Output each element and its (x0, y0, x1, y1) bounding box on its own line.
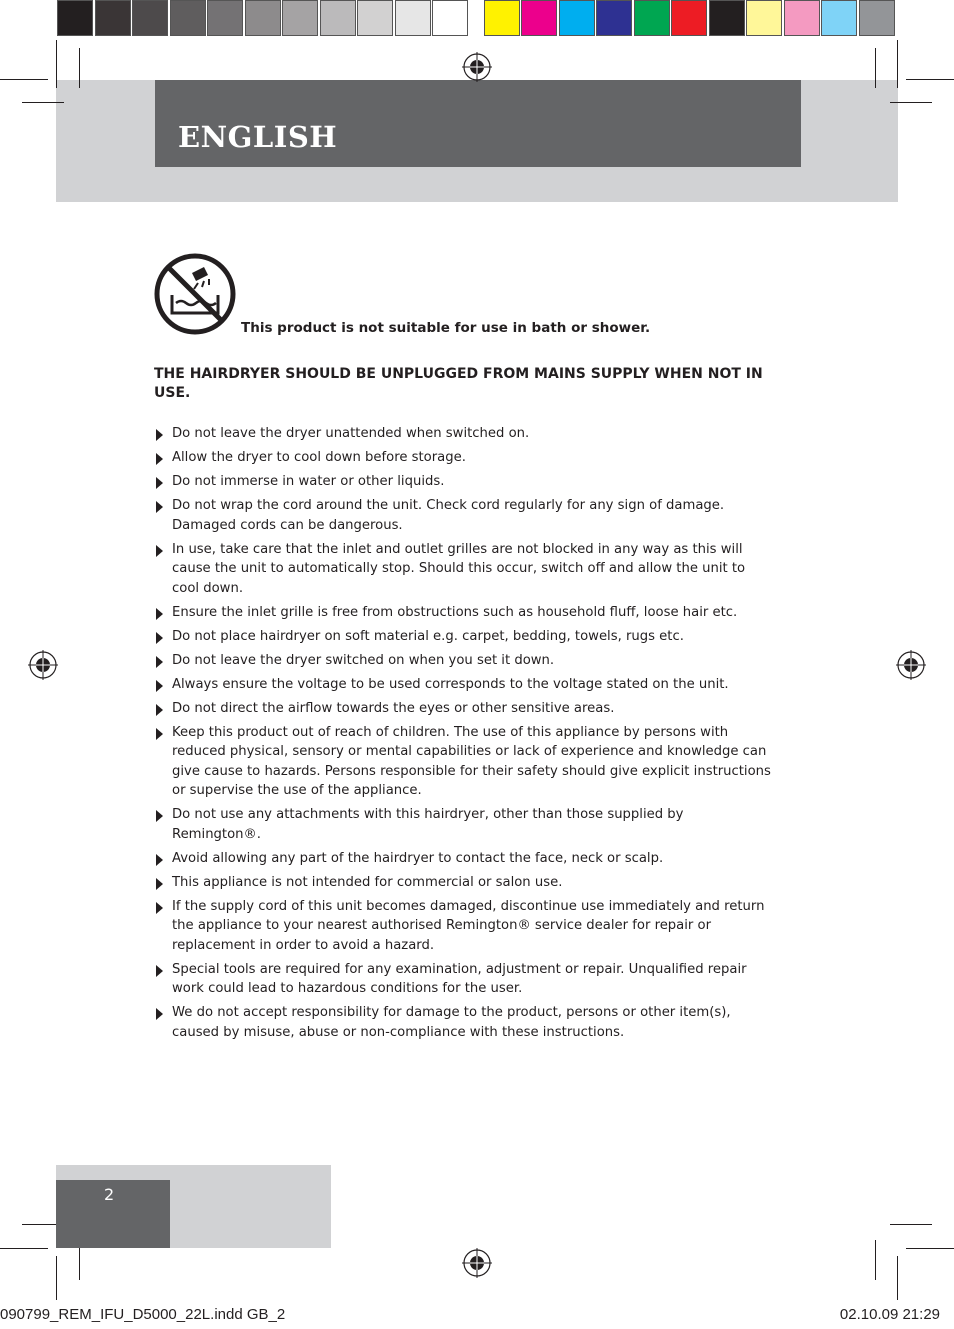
list-item-text: If the supply cord of this unit becomes damaged, discontinue use immediately and return the appliance to your nearest authorised Remington® service dealer for repair or replacement in order to avoid a hazard. (172, 898, 765, 953)
warning-text: This product is not suitable for use in bath or shower. (241, 320, 651, 336)
slug-file-info: 090799_REM_IFU_D5000_22L.indd GB_2 (0, 1306, 286, 1323)
crop-mark (890, 1224, 932, 1225)
list-item (154, 651, 774, 671)
list-item (154, 424, 774, 444)
list-item (154, 448, 774, 468)
list-item (154, 496, 774, 535)
page-number: 2 (104, 1185, 115, 1204)
bullet-arrow-icon (156, 1008, 163, 1020)
color-registration-bar (57, 0, 896, 40)
color-swatch (484, 0, 520, 36)
bullet-arrow-icon (156, 429, 163, 441)
color-swatch (357, 0, 393, 36)
color-swatch (746, 0, 782, 36)
list-item-text: Ensure the inlet grille is free from obstructions such as household fluff, loose hair etc. (172, 604, 738, 620)
color-swatch (521, 0, 557, 36)
slug-timestamp: 02.10.09 21:29 (839, 1306, 940, 1323)
no-bath-shower-icon (154, 253, 236, 335)
crop-mark (79, 48, 80, 88)
list-item (154, 1003, 774, 1042)
list-item-text: Allow the dryer to cool down before storage. (172, 450, 466, 465)
bullet-arrow-icon (156, 965, 163, 977)
color-swatch (821, 0, 857, 36)
color-swatch (320, 0, 356, 36)
crop-mark (875, 48, 876, 88)
crop-mark (56, 40, 57, 88)
list-item (154, 699, 774, 719)
crop-mark (875, 1240, 876, 1280)
bullet-arrow-icon (156, 704, 163, 716)
list-item-text: Do not immerse in water or other liquids. (172, 474, 445, 489)
page-title: ENGLISH (178, 120, 338, 154)
color-swatch (859, 0, 895, 36)
list-item (154, 960, 774, 999)
list-item (154, 627, 774, 647)
bullet-arrow-icon (156, 728, 163, 740)
bullet-arrow-icon (156, 545, 163, 557)
list-item-text: Do not leave the dryer unattended when switched on. (172, 426, 530, 441)
crop-mark (56, 1256, 57, 1300)
color-swatch (596, 0, 632, 36)
list-item-text: Keep this product out of reach of children. The use of this appliance by persons with reduced physical, sensory or mental capabilities or lack of experience and knowledge can give cause to hazards. Persons responsible for their safety should give explicit instructions or supervise the use of the appliance. (172, 724, 771, 798)
list-item (154, 849, 774, 869)
registration-mark-icon (462, 52, 492, 82)
list-item-text: Special tools are required for any examination, adjustment or repair. Unqualified repair work could lead to hazardous conditions for the user. (172, 961, 747, 996)
crop-mark (22, 102, 64, 103)
list-item (154, 540, 774, 599)
list-item-text: Do not leave the dryer switched on when you set it down. (172, 652, 555, 668)
list-item (154, 472, 774, 492)
list-item (154, 897, 774, 956)
list-item-text: Always ensure the voltage to be used corresponds to the voltage stated on the unit. (172, 676, 729, 692)
list-item-text: This appliance is not intended for commercial or salon use. (172, 874, 563, 890)
color-swatch (57, 0, 93, 36)
safety-instructions-list (154, 424, 774, 1047)
color-swatch (132, 0, 168, 36)
bullet-arrow-icon (156, 501, 163, 513)
crop-mark (0, 1248, 48, 1249)
list-item (154, 675, 774, 695)
registration-mark-icon (462, 1248, 492, 1278)
list-item-text: We do not accept responsibility for damage to the product, persons or other item(s), caused by misuse, abuse or non-compliance with these instructions. (172, 1005, 731, 1040)
crop-mark (890, 102, 932, 103)
color-swatch (245, 0, 281, 36)
bullet-arrow-icon (156, 810, 163, 822)
bath-shower-warning (154, 253, 774, 339)
bullet-arrow-icon (156, 453, 163, 465)
list-item (154, 873, 774, 893)
bullet-arrow-icon (156, 854, 163, 866)
color-swatch (95, 0, 131, 36)
list-item-text: Do not place hairdryer on soft material e.g. carpet, bedding, towels, rugs etc. (172, 628, 684, 644)
bullet-arrow-icon (156, 680, 163, 692)
color-swatch (784, 0, 820, 36)
list-item-text: Avoid allowing any part of the hairdryer to contact the face, neck or scalp. (172, 850, 664, 866)
unplug-notice: THE HAIRDRYER SHOULD BE UNPLUGGED FROM MAINS SUPPLY WHEN NOT IN USE. (154, 366, 763, 401)
color-swatch (207, 0, 243, 36)
bullet-arrow-icon (156, 902, 163, 914)
color-swatch (634, 0, 670, 36)
list-item-text: Do not use any attachments with this hairdryer, other than those supplied by Remington®. (172, 807, 684, 842)
list-item (154, 603, 774, 623)
bullet-arrow-icon (156, 656, 163, 668)
swatch-gap (470, 0, 484, 40)
list-item-text: Do not wrap the cord around the unit. Check cord regularly for any sign of damage. Damaged cords can be dangerous. (172, 498, 725, 533)
color-swatch (432, 0, 468, 36)
crop-mark (906, 79, 954, 80)
bullet-arrow-icon (156, 608, 163, 620)
color-swatch (395, 0, 431, 36)
crop-mark (897, 1256, 898, 1300)
bullet-arrow-icon (156, 878, 163, 890)
list-item-text: Do not direct the airflow towards the eyes or other sensitive areas. (172, 700, 615, 716)
crop-mark (906, 1248, 954, 1249)
list-item (154, 805, 774, 844)
color-swatch (671, 0, 707, 36)
bullet-arrow-icon (156, 477, 163, 489)
crop-mark (0, 79, 48, 80)
color-swatch (709, 0, 745, 36)
bullet-arrow-icon (156, 632, 163, 644)
registration-mark-icon (28, 650, 58, 680)
color-swatch (282, 0, 318, 36)
registration-mark-icon (896, 650, 926, 680)
color-swatch (559, 0, 595, 36)
color-swatch (170, 0, 206, 36)
list-item-text: In use, take care that the inlet and outlet grilles are not blocked in any way as this will cause the unit to automatically stop. Should this occur, switch off and allow the unit to cool down. (172, 541, 746, 596)
list-item (154, 723, 774, 801)
crop-mark (897, 40, 898, 88)
